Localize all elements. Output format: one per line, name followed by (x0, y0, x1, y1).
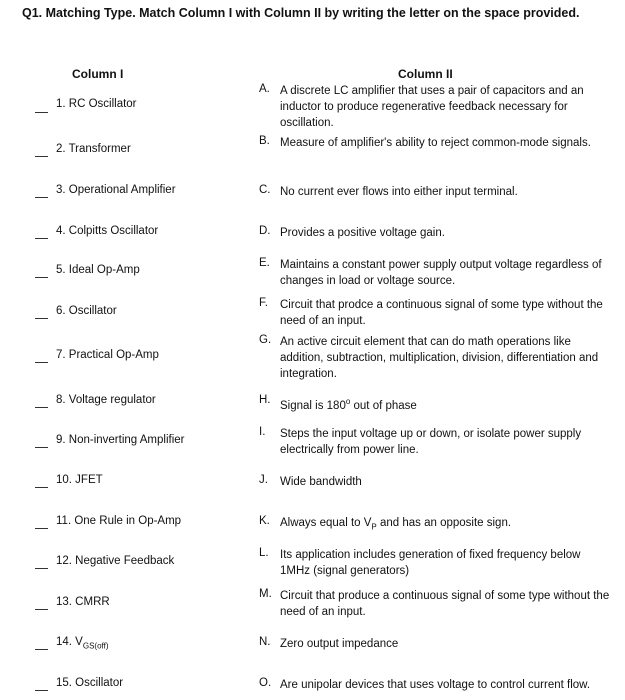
answer-blank-11[interactable] (35, 528, 48, 529)
letter-a: A. (259, 83, 270, 95)
definition-o: Are unipolar devices that uses voltage to control current flow. (280, 679, 591, 691)
term-15: 15. Oscillator (56, 677, 124, 689)
answer-blank-13[interactable] (35, 609, 48, 610)
definition-k (280, 515, 612, 535)
term-5: 5. Ideal Op-Amp (56, 264, 140, 276)
term-4: 4. Colpitts Oscillator (56, 225, 159, 237)
column-1-title: Column I (72, 67, 124, 81)
answer-blank-10[interactable] (35, 487, 48, 488)
answer-blank-1[interactable] (35, 112, 48, 113)
answer-blank-12[interactable] (35, 568, 48, 569)
vgs-subscript: GS(off) (82, 641, 109, 651)
answer-blank-9[interactable] (35, 447, 48, 448)
definition-j: Wide bandwidth (280, 476, 362, 488)
definition-d: Provides a positive voltage gain. (280, 227, 445, 239)
answer-blank-4[interactable] (35, 238, 48, 239)
definition-n: Zero output impedance (280, 638, 399, 650)
term-3: 3. Operational Amplifier (56, 184, 176, 196)
definition-b: Measure of amplifier's ability to reject common-mode signals. (280, 137, 591, 149)
definition-h-tail: out of phase (350, 399, 417, 412)
letter-b: B. (259, 135, 270, 147)
term-11: 11. One Rule in Op-Amp (56, 515, 182, 527)
term-13: 13. CMRR (56, 596, 110, 608)
definition-a: A discrete LC amplifier that uses a pair of capacitors and an inductor to produce regenerative feedback necessary for oscillation. (280, 85, 584, 129)
definition-f: Circuit that prodce a continuous signal of some type without the need of an input. (280, 299, 603, 327)
letter-e: E. (259, 257, 270, 269)
answer-blank-2[interactable] (35, 156, 48, 157)
term-9: 9. Non-inverting Amplifier (56, 434, 185, 446)
definition-k-tail: and has an opposite sign. (376, 517, 512, 529)
term-12: 12. Negative Feedback (56, 555, 175, 567)
degree-symbol: o (345, 397, 351, 406)
letter-g: G. (259, 334, 272, 346)
definition-g: An active circuit element that can do math operations like addition, subtraction, multiplication, division, differentiation and integration. (280, 336, 599, 380)
letter-n: N. (259, 636, 271, 648)
vp-subscript: P (371, 522, 377, 532)
definition-l: Its application includes generation of fixed frequency below 1MHz (signal generators) (280, 549, 581, 577)
letter-j: J. (259, 474, 268, 486)
definition-m: Circuit that produce a continuous signal of some type without the need of an input. (280, 590, 610, 618)
term-6: 6. Oscillator (56, 305, 117, 317)
letter-d: D. (259, 225, 271, 237)
letter-c: C. (259, 184, 271, 196)
answer-blank-3[interactable] (35, 197, 48, 198)
question-heading: Q1. Matching Type. Match Column I with Column II by writing the letter on the space provided. (22, 6, 580, 20)
answer-blank-8[interactable] (35, 407, 48, 408)
definition-h-text: Signal is 180 (280, 399, 346, 412)
letter-i: I. (259, 426, 266, 438)
term-14-text: 14. V (56, 636, 83, 648)
term-10: 10. JFET (56, 474, 103, 486)
letter-m: M. (259, 588, 272, 600)
definition-h (280, 394, 612, 414)
letter-k: K. (259, 515, 270, 527)
term-2: 2. Transformer (56, 143, 131, 155)
letter-l: L. (259, 547, 269, 559)
term-8: 8. Voltage regulator (56, 394, 156, 406)
column-2-title: Column II (398, 67, 453, 81)
answer-blank-15[interactable] (35, 690, 48, 691)
term-14 (56, 636, 109, 650)
definition-i: Steps the input voltage up or down, or isolate power supply electrically from power line. (280, 428, 582, 456)
answer-blank-6[interactable] (35, 318, 48, 319)
term-7: 7. Practical Op-Amp (56, 349, 159, 361)
definition-e: Maintains a constant power supply output voltage regardless of changes in load or voltage source. (280, 259, 602, 287)
letter-f: F. (259, 297, 268, 309)
answer-blank-14[interactable] (35, 649, 48, 650)
letter-h: H. (259, 394, 271, 406)
definition-k-text: Always equal to V (280, 517, 372, 529)
letter-o: O. (259, 677, 272, 689)
definition-c: No current ever flows into either input terminal. (280, 186, 518, 198)
answer-blank-7[interactable] (35, 362, 48, 363)
answer-blank-5[interactable] (35, 277, 48, 278)
term-1: 1. RC Oscillator (56, 98, 137, 110)
